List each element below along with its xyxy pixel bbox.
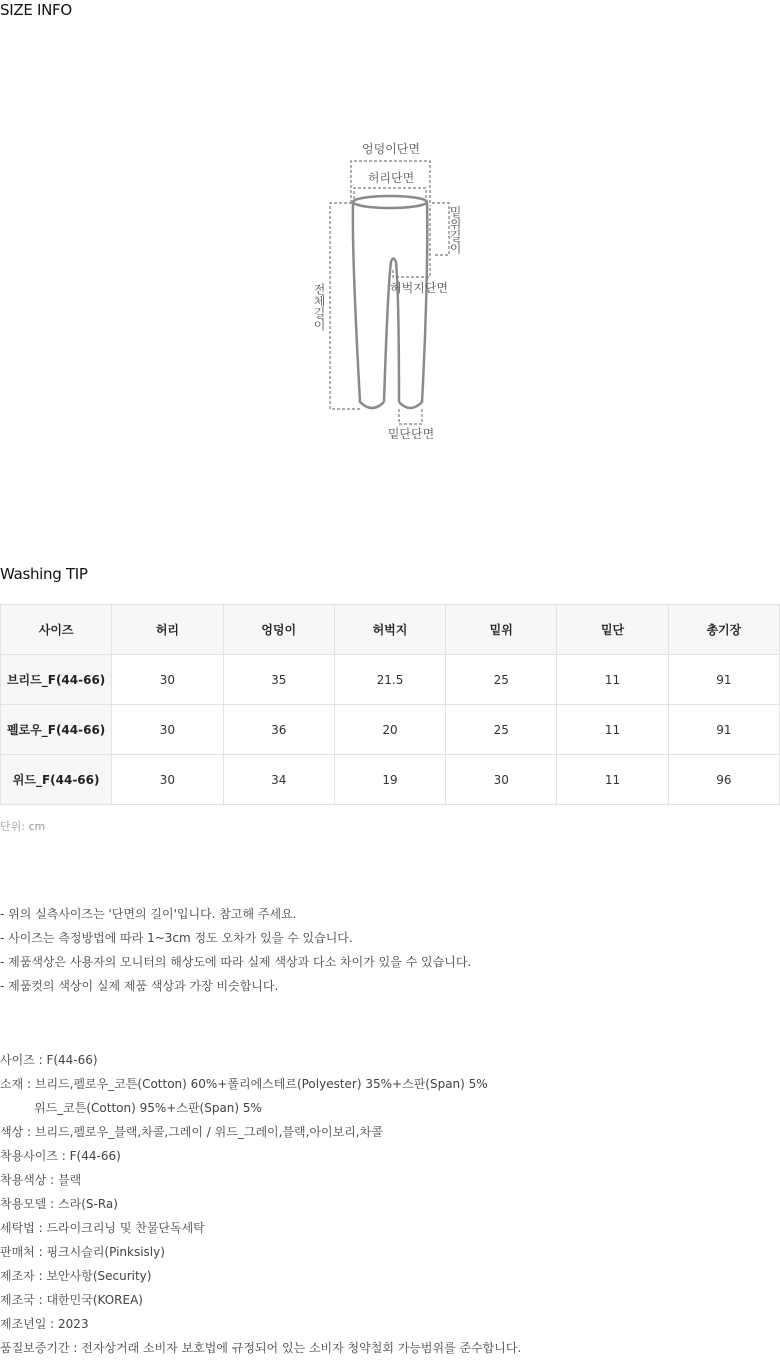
notes-list [0, 905, 471, 1001]
pants-measurement-diagram [0, 130, 780, 450]
size-info-title: SIZE INFO [0, 1, 72, 19]
washing-tip-title: Washing TIP [0, 565, 88, 583]
info-item: 사이즈 : F(44-66) [0, 1053, 98, 1067]
note-item: - 제품컷의 색상이 실제 제품 색상과 가장 비슷합니다. [0, 979, 279, 993]
table-cell: 11 [557, 655, 668, 705]
table-cell: 25 [446, 705, 557, 755]
table-cell: 96 [668, 755, 779, 805]
table-cell: 11 [557, 755, 668, 805]
info-item: 착용모델 : 스라(S-Ra) [0, 1197, 118, 1211]
rise-label: 밑위길이 [448, 206, 462, 254]
table-cell: 30 [112, 655, 223, 705]
header-thigh: 허벅지 [334, 605, 445, 655]
table-cell: 36 [223, 705, 334, 755]
hip-label: 엉덩이단면 [362, 142, 420, 156]
total-length-label: 전체길이 [312, 283, 326, 331]
header-hem: 밑단 [557, 605, 668, 655]
table-cell: 위드_F(44-66) [1, 755, 112, 805]
table-row [1, 705, 780, 755]
info-item: 판매처 : 핑크시슬리(Pinksisly) [0, 1245, 165, 1259]
header-total-length: 총기장 [668, 605, 779, 655]
note-item: - 제품색상은 사용자의 모니터의 해상도에 따라 실제 색상과 다소 차이가 있을 수 있습니다. [0, 955, 472, 969]
table-cell: 브리드_F(44-66) [1, 655, 112, 705]
pants-outline-icon [353, 196, 427, 408]
table-cell: 91 [668, 705, 779, 755]
table-cell: 21.5 [334, 655, 445, 705]
waist-label: 허리단면 [367, 171, 415, 185]
table-cell: 20 [334, 705, 445, 755]
note-item: - 사이즈는 측정방법에 따라 1~3cm 정도 오차가 있을 수 있습니다. [0, 931, 353, 945]
info-item: 제조국 : 대한민국(KOREA) [0, 1293, 143, 1307]
table-cell: 91 [668, 655, 779, 705]
table-header-row [1, 605, 780, 655]
info-item: 제조자 : 보안사항(Security) [0, 1269, 152, 1283]
header-waist: 허리 [112, 605, 223, 655]
hem-label: 밑단단면 [387, 427, 435, 441]
table-cell: 19 [334, 755, 445, 805]
table-cell: 25 [446, 655, 557, 705]
info-item: 착용사이즈 : F(44-66) [0, 1149, 121, 1163]
unit-note: 단위: cm [0, 820, 46, 833]
info-item: 세탁법 : 드라이크리닝 및 찬물단독세탁 [0, 1221, 205, 1235]
thigh-label: 허벅지단면 [390, 281, 448, 295]
header-hip: 엉덩이 [223, 605, 334, 655]
product-info-list [0, 1051, 521, 1363]
table-cell: 30 [112, 755, 223, 805]
info-item: 착용색상 : 블랙 [0, 1173, 82, 1187]
table-cell: 35 [223, 655, 334, 705]
info-item: 품질보증기간 : 전자상거래 소비자 보호법에 규정되어 있는 소비자 청약철회 가능범위를 준수합니다. [0, 1341, 522, 1355]
table-row [1, 655, 780, 705]
table-cell: 30 [112, 705, 223, 755]
info-item: 제조년일 : 2023 [0, 1317, 89, 1331]
info-item: 위드_코튼(Cotton) 95%+스판(Span) 5% [34, 1101, 262, 1115]
header-rise: 밑위 [446, 605, 557, 655]
size-table [0, 604, 780, 805]
table-cell: 34 [223, 755, 334, 805]
table-row [1, 755, 780, 805]
table-cell: 11 [557, 705, 668, 755]
info-item: 색상 : 브리드,펠로우_블랙,차콜,그레이 / 위드_그레이,블랙,아이보리,차콜 [0, 1125, 383, 1139]
note-item: - 위의 실측사이즈는 '단면의 길이'입니다. 참고해 주세요. [0, 907, 297, 921]
header-size: 사이즈 [1, 605, 112, 655]
info-item: 소재 : 브리드,펠로우_코튼(Cotton) 60%+폴리에스테르(Polyester) 35%+스판(Span) 5% [0, 1077, 488, 1091]
table-cell: 펠로우_F(44-66) [1, 705, 112, 755]
table-cell: 30 [446, 755, 557, 805]
